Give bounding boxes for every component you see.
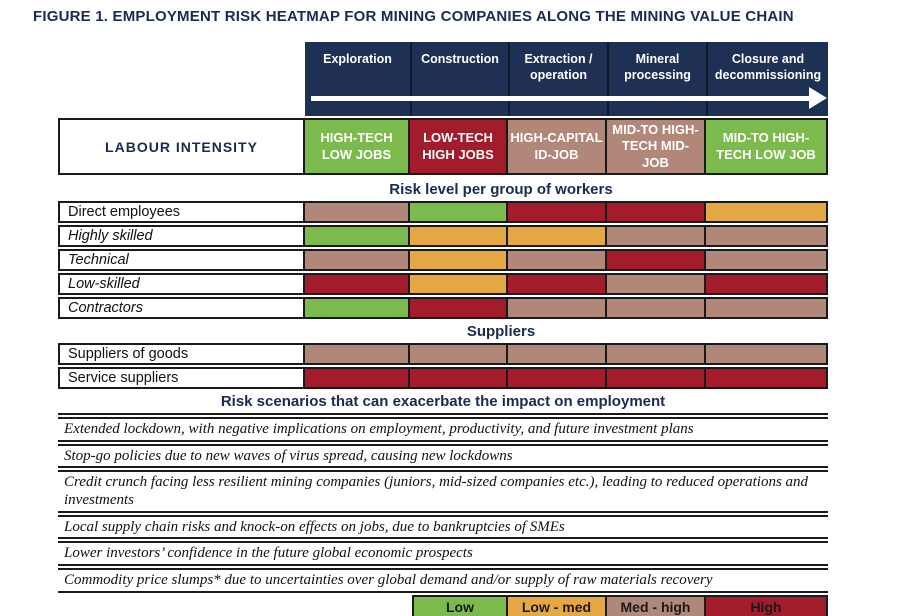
heatmap-cell-high	[410, 367, 508, 389]
scenario-row: Local supply chain risks and knock-on effects on jobs, due to bankruptcies of SMEs	[58, 515, 828, 540]
worker-rows	[58, 201, 828, 319]
heatmap-cell-low	[305, 297, 410, 319]
legend-item-low-med: Low - med	[508, 595, 607, 616]
heatmap-cell-high	[706, 367, 828, 389]
heatmap-cell-med-high	[607, 343, 706, 365]
heatmap-cell-low-med	[410, 225, 508, 247]
heatmap-cell-med-high	[508, 249, 607, 271]
heatmap-cell-low-med	[508, 225, 607, 247]
heatmap-cell-high	[706, 273, 828, 295]
row-label: Highly skilled	[58, 225, 305, 247]
labour-intensity-cell: HIGH-TECH LOW JOBS	[305, 118, 410, 175]
risk-legend	[412, 595, 901, 616]
row-label: Service suppliers	[58, 367, 305, 389]
row-label: Technical	[58, 249, 305, 271]
heatmap-cell-med-high	[706, 225, 828, 247]
heatmap-cell-med-high	[305, 343, 410, 365]
figure-title: FIGURE 1. EMPLOYMENT RISK HEATMAP FOR MINING COMPANIES ALONG THE MINING VALUE CHAIN	[33, 8, 794, 25]
heatmap-cell-high	[508, 201, 607, 223]
labour-intensity-row	[58, 118, 828, 175]
heatmap-row	[58, 367, 828, 389]
scenario-row: Stop-go policies due to new waves of virus spread, causing new lockdowns	[58, 444, 828, 469]
scenario-row: Extended lockdown, with negative implications on employment, productivity, and future investment plans	[58, 417, 828, 442]
heatmap-cell-med-high	[706, 297, 828, 319]
heatmap-row	[58, 201, 828, 223]
row-label: Direct employees	[58, 201, 305, 223]
column-header-row	[58, 42, 828, 116]
heatmap-row	[58, 225, 828, 247]
value-chain-arrow	[311, 96, 810, 101]
labour-intensity-cell: HIGH-CAPITAL ID-JOB	[508, 118, 607, 175]
heatmap-cell-med-high	[607, 297, 706, 319]
heatmap-grid	[58, 42, 828, 389]
heatmap-cell-med-high	[305, 249, 410, 271]
heatmap-cell-low-med	[410, 249, 508, 271]
legend-item-med-high: Med - high	[607, 595, 706, 616]
heatmap-cell-high	[305, 273, 410, 295]
header-spacer	[58, 42, 305, 116]
labour-intensity-label: LABOUR INTENSITY	[58, 118, 305, 175]
heatmap-cell-high	[607, 249, 706, 271]
heatmap-cell-med-high	[410, 343, 508, 365]
column-header: Mineral processing	[607, 42, 706, 116]
supplier-rows	[58, 343, 828, 389]
heatmap-row	[58, 249, 828, 271]
section-header-suppliers: Suppliers	[466, 323, 536, 340]
heatmap-cell-med-high	[607, 273, 706, 295]
labour-intensity-cell: MID-TO HIGH-TECH MID-JOB	[607, 118, 706, 175]
heatmap-row	[58, 273, 828, 295]
heatmap-row	[58, 343, 828, 365]
value-chain-arrow-head-icon	[809, 87, 827, 109]
labour-intensity-cell: MID-TO HIGH-TECH LOW JOB	[706, 118, 828, 175]
heatmap-cell-med-high	[706, 249, 828, 271]
heatmap-cell-high	[508, 367, 607, 389]
column-header: Exploration	[305, 42, 410, 116]
heatmap-cell-low-med	[410, 273, 508, 295]
scenario-row: Commodity price slumps* due to uncertainties over global demand and/or supply of raw materials recovery	[58, 568, 828, 593]
heatmap-cell-med-high	[508, 297, 607, 319]
scenario-rows	[0, 417, 901, 593]
heatmap-cell-high	[410, 297, 508, 319]
row-label: Contractors	[58, 297, 305, 319]
heatmap-cell-high	[305, 367, 410, 389]
heatmap-cell-med-high	[305, 201, 410, 223]
legend-item-low: Low	[412, 595, 508, 616]
heatmap-cell-high	[508, 273, 607, 295]
row-label: Suppliers of goods	[58, 343, 305, 365]
heatmap-cell-med-high	[706, 343, 828, 365]
heatmap-cell-high	[607, 201, 706, 223]
heatmap-cell-med-high	[607, 225, 706, 247]
scenario-row: Credit crunch facing less resilient mining companies (juniors, mid-sized companies etc.), leading to reduced operations and investments	[58, 470, 828, 512]
heatmap-cell-high	[607, 367, 706, 389]
heatmap-cell-med-high	[508, 343, 607, 365]
heatmap-cell-low	[305, 225, 410, 247]
scenario-row: Lower investors’ confidence in the future global economic prospects	[58, 541, 828, 566]
labour-intensity-cell: LOW-TECH HIGH JOBS	[410, 118, 508, 175]
legend-item-high: High	[706, 595, 828, 616]
column-header: Construction	[410, 42, 508, 116]
row-label: Low-skilled	[58, 273, 305, 295]
heatmap-cell-low	[410, 201, 508, 223]
section-header-scenarios: Risk scenarios that can exacerbate the impact on employment	[58, 391, 828, 415]
column-header: Closure and decommissioning	[706, 42, 828, 116]
section-header-workers: Risk level per group of workers	[389, 181, 613, 198]
heatmap-row	[58, 297, 828, 319]
column-header: Extraction / operation	[508, 42, 607, 116]
heatmap-cell-low-med	[706, 201, 828, 223]
